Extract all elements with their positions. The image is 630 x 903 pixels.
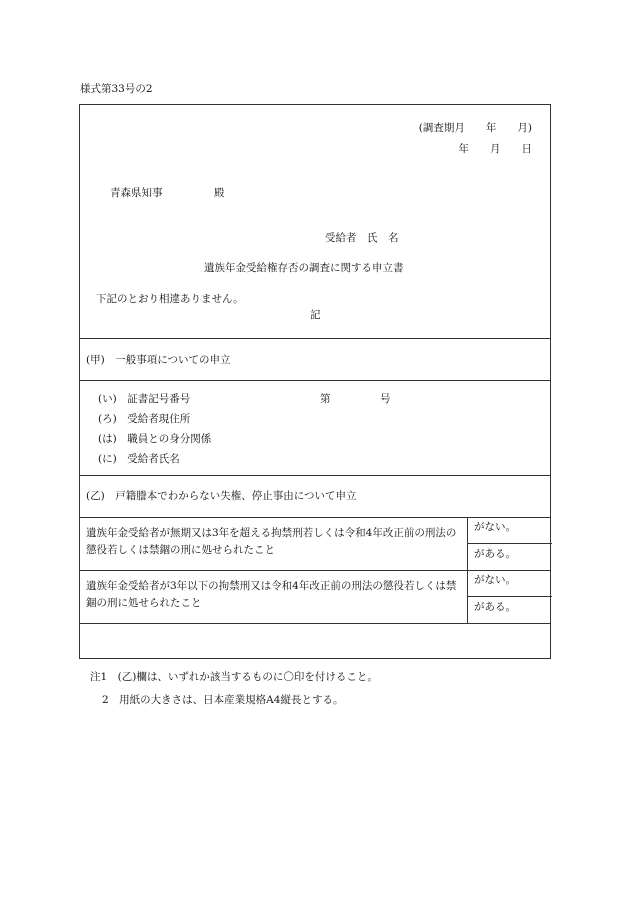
divider — [467, 543, 552, 544]
date-line: 年 月 日 — [458, 143, 532, 155]
otsu-2-option-no: がない。 — [474, 574, 516, 586]
note-2: 2 用紙の大きさは、日本産業規格A4縦長とする。 — [102, 694, 344, 706]
divider — [80, 517, 550, 518]
divider — [80, 380, 550, 381]
otsu-2-option-yes: がある。 — [474, 601, 516, 613]
divider — [80, 338, 550, 339]
divider — [80, 475, 550, 476]
item-relationship: (は) 職員との身分関係 — [98, 433, 212, 445]
otsu-statement-2: 遺族年金受給者が3年以下の拘禁刑又は令和4年改正前の刑法の懲役若しくは禁錮の刑に処せられたこと — [86, 580, 457, 609]
otsu-statement-1: 遺族年金受給者が無期又は3年を超える拘禁刑若しくは令和4年改正前の刑法の懲役若しくは禁錮の刑に処せられたこと — [86, 527, 457, 556]
addressee: 青森県知事 — [110, 187, 163, 199]
section-ko-heading: (甲) 一般事項についての申立 — [86, 354, 231, 366]
note-1: 注1 (乙)欄は、いずれか該当するものに〇印を付けること。 — [90, 671, 378, 683]
divider — [80, 570, 550, 571]
otsu-1-option-yes: がある。 — [474, 548, 516, 560]
document-title: 遺族年金受給権存否の調査に関する申立書 — [204, 262, 404, 274]
survey-period: (調査期月 年 月) — [418, 122, 532, 134]
divider — [80, 623, 550, 624]
item-current-address: (ろ) 受給者現住所 — [98, 413, 191, 425]
section-otsu-heading: (乙) 戸籍謄本でわからない失権、停止事由について申立 — [86, 490, 357, 502]
item-recipient-name: (に) 受給者氏名 — [98, 453, 180, 465]
honorific: 殿 — [214, 187, 225, 199]
certificate-go: 号 — [380, 393, 391, 405]
application-form — [79, 104, 551, 659]
otsu-1-option-no: がない。 — [474, 521, 516, 533]
item-certificate-number: (い) 証書記号番号 — [98, 393, 191, 405]
ki-mark: 記 — [310, 309, 321, 321]
divider — [467, 596, 552, 597]
certificate-dai: 第 — [320, 393, 331, 405]
declaration: 下記のとおり相違ありません。 — [96, 293, 244, 305]
form-number: 様式第33号の2 — [80, 83, 153, 95]
recipient-name-label: 受給者 氏 名 — [325, 232, 399, 244]
